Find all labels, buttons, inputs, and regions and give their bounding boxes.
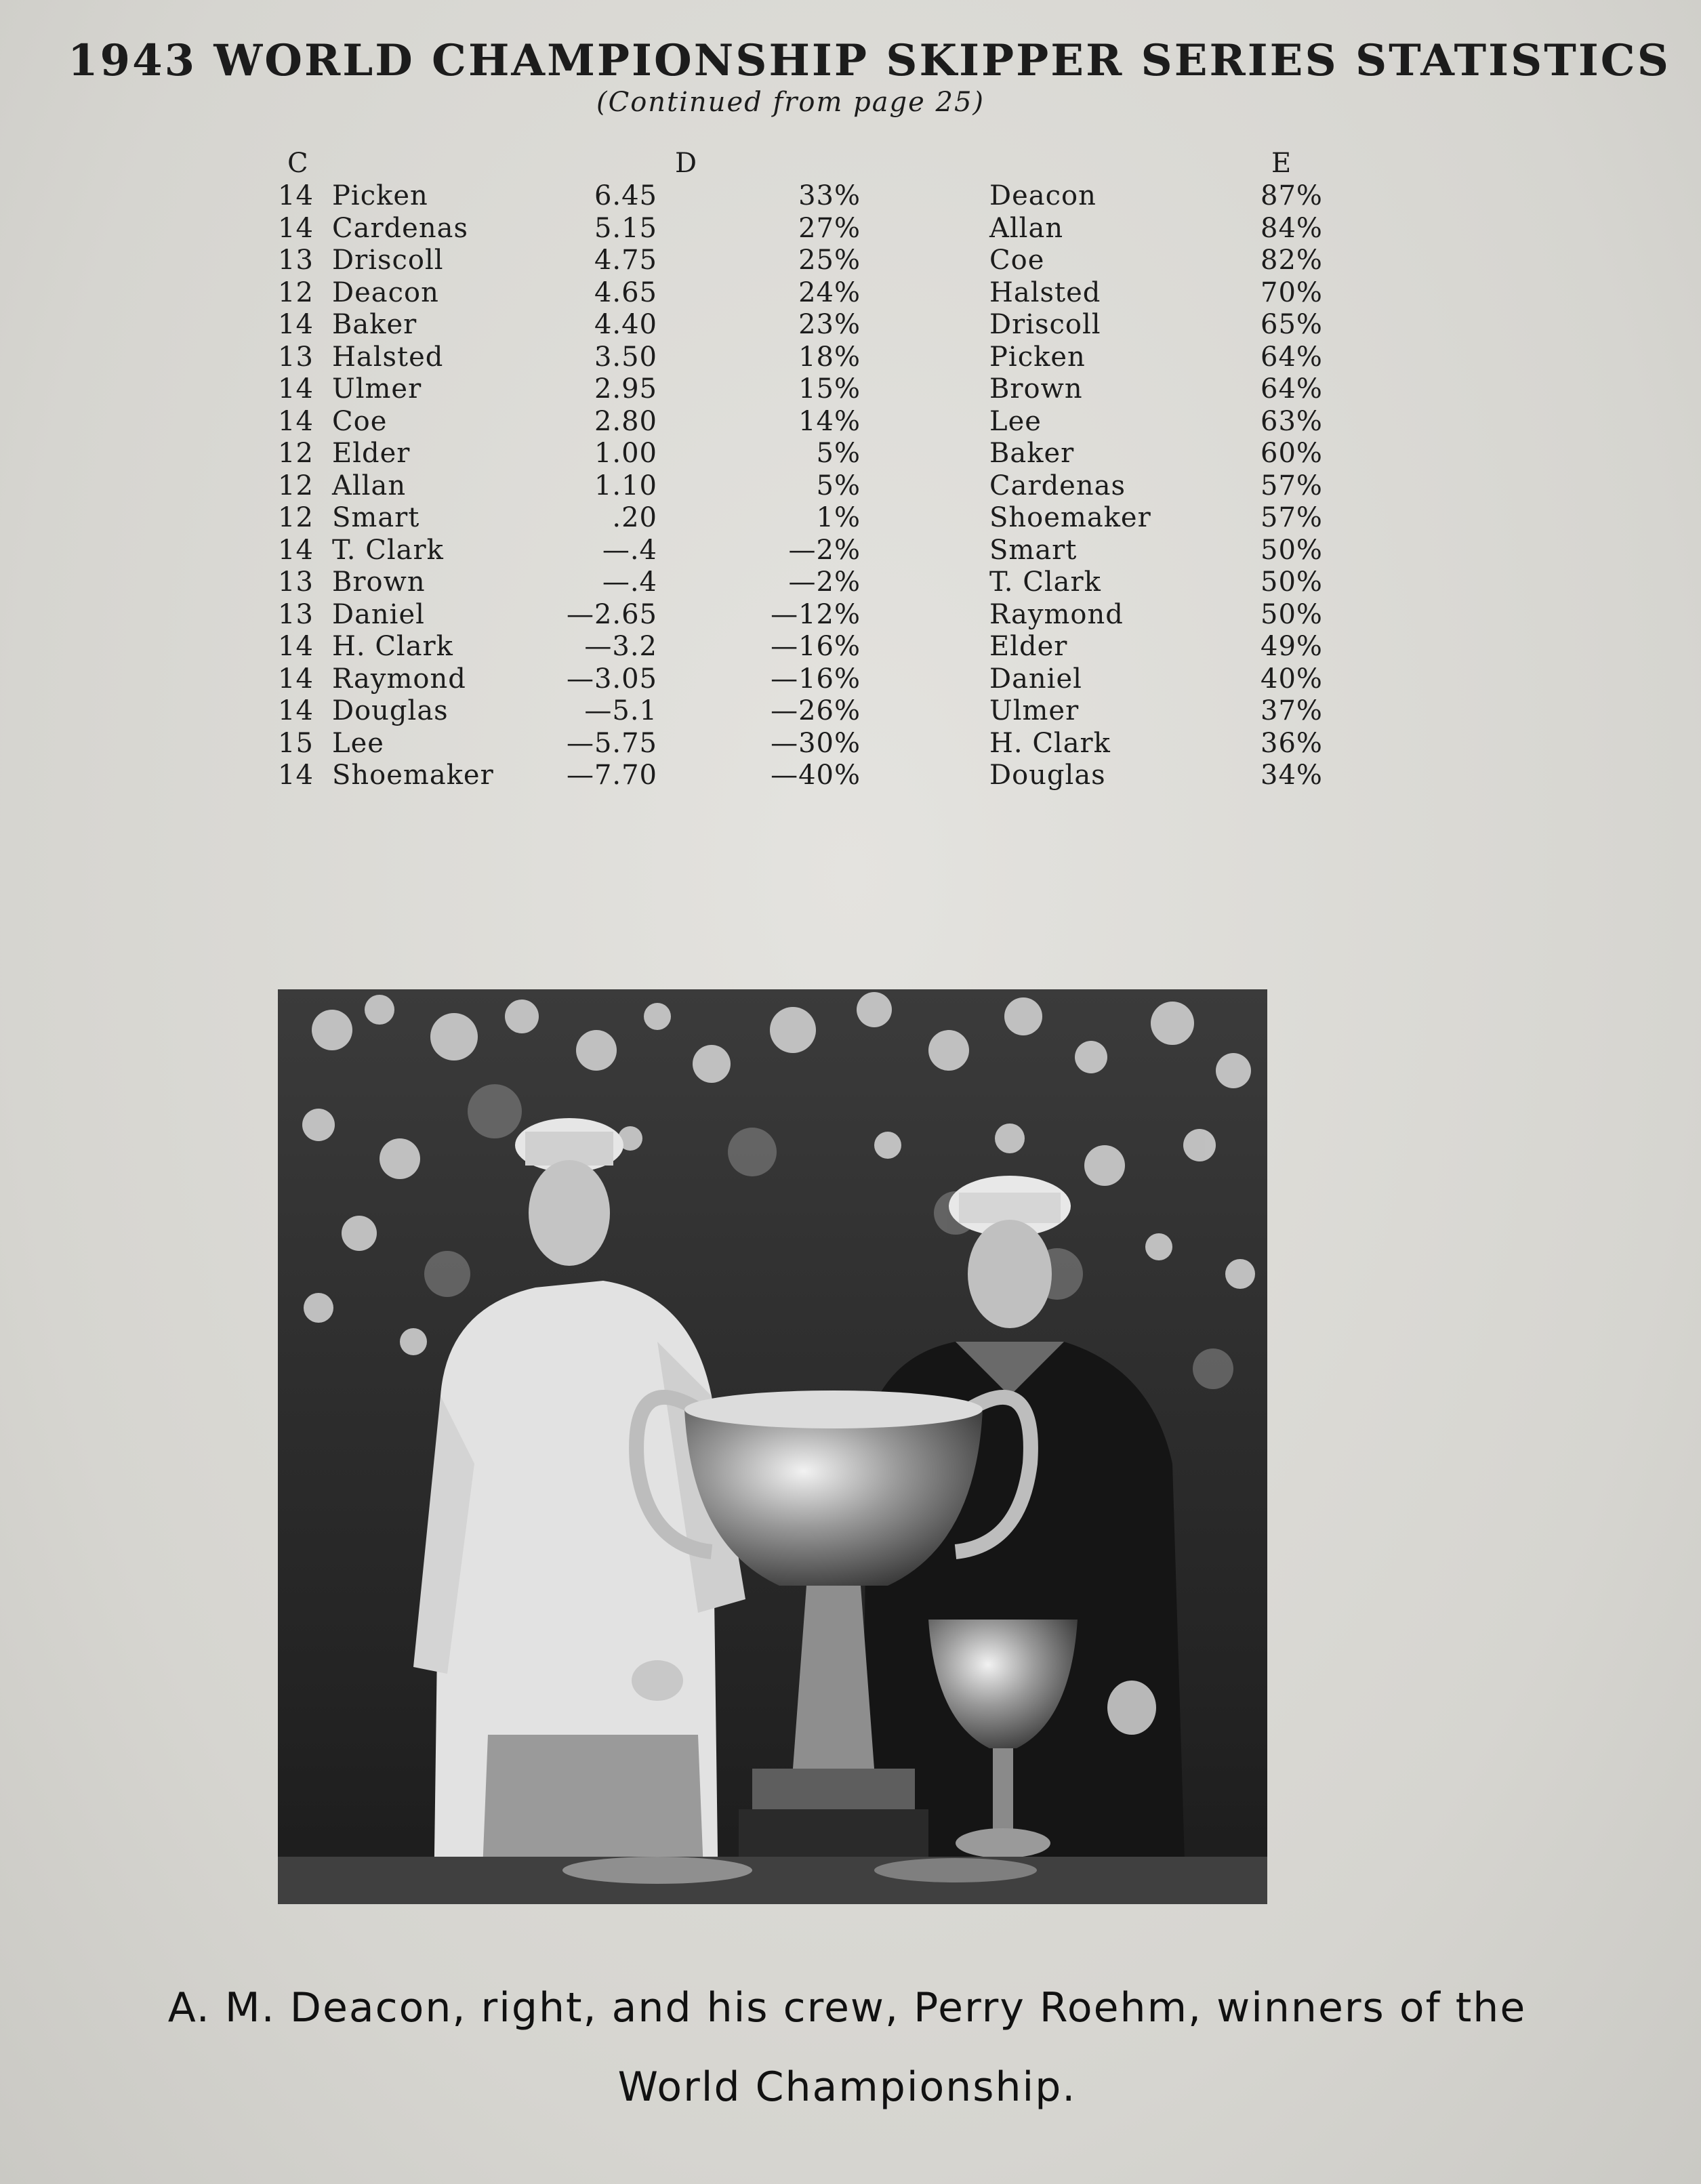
table-row bbox=[0, 631, 1701, 663]
race-count: 13 bbox=[278, 341, 314, 373]
skipper-name: Baker bbox=[332, 309, 417, 340]
winners-photo bbox=[278, 989, 1267, 1904]
skipper-name: Raymond bbox=[332, 663, 466, 695]
table-row bbox=[0, 599, 1701, 632]
skipper-name: H. Clark bbox=[332, 631, 453, 662]
luck-percent: 65% bbox=[1261, 309, 1323, 340]
luck-skipper-name: Cardenas bbox=[989, 470, 1126, 501]
luck-skipper-name: Halsted bbox=[989, 276, 1101, 308]
race-count: 14 bbox=[278, 631, 314, 662]
race-count: 12 bbox=[278, 438, 314, 469]
points-value: 4.65 bbox=[594, 276, 657, 308]
skipper-name: Smart bbox=[332, 502, 420, 533]
race-count: 13 bbox=[278, 566, 314, 598]
points-value: —5.75 bbox=[566, 727, 657, 759]
race-count: 14 bbox=[278, 373, 314, 405]
percent-value: —2% bbox=[788, 534, 861, 566]
table-row bbox=[0, 309, 1701, 342]
luck-percent: 84% bbox=[1261, 212, 1323, 244]
skipper-name: Allan bbox=[332, 470, 407, 501]
luck-skipper-name: Brown bbox=[989, 373, 1083, 405]
skipper-name: Coe bbox=[332, 405, 388, 437]
table-row bbox=[0, 438, 1701, 470]
luck-percent: 63% bbox=[1261, 405, 1323, 437]
percent-value: 18% bbox=[798, 341, 861, 373]
percent-value: 27% bbox=[798, 212, 861, 244]
skipper-name: Daniel bbox=[332, 598, 425, 630]
luck-skipper-name: Douglas bbox=[989, 760, 1106, 791]
race-count: 14 bbox=[278, 309, 314, 340]
luck-percent: 36% bbox=[1261, 727, 1323, 759]
table-row bbox=[0, 470, 1701, 503]
luck-percent: 70% bbox=[1261, 276, 1323, 308]
luck-skipper-name: Smart bbox=[989, 534, 1078, 566]
luck-percent: 57% bbox=[1261, 470, 1323, 501]
luck-skipper-name: Driscoll bbox=[989, 309, 1101, 340]
luck-percent: 82% bbox=[1261, 245, 1323, 276]
race-count: 12 bbox=[278, 502, 314, 533]
race-count: 14 bbox=[278, 212, 314, 244]
race-count: 13 bbox=[278, 598, 314, 630]
points-value: 2.95 bbox=[594, 373, 657, 405]
luck-percent: 64% bbox=[1261, 341, 1323, 373]
percent-value: 5% bbox=[816, 470, 861, 501]
percent-value: 14% bbox=[798, 405, 861, 437]
table-row bbox=[0, 566, 1701, 599]
luck-percent: 57% bbox=[1261, 502, 1323, 533]
table-row bbox=[0, 695, 1701, 728]
points-value: —3.2 bbox=[584, 631, 657, 662]
luck-skipper-name: Picken bbox=[989, 341, 1086, 373]
skipper-name: Elder bbox=[332, 438, 411, 469]
column-header-e: E bbox=[1271, 148, 1292, 179]
luck-skipper-name: Lee bbox=[989, 405, 1042, 437]
skipper-name: Ulmer bbox=[332, 373, 422, 405]
table-row bbox=[0, 373, 1701, 406]
luck-skipper-name: T. Clark bbox=[989, 566, 1101, 598]
luck-skipper-name: Coe bbox=[989, 245, 1045, 276]
race-count: 14 bbox=[278, 695, 314, 726]
skipper-name: Shoemaker bbox=[332, 760, 494, 791]
percent-value: —16% bbox=[771, 631, 861, 662]
column-header-d: D bbox=[675, 148, 697, 179]
luck-percent: 87% bbox=[1261, 180, 1323, 211]
percent-value: 15% bbox=[798, 373, 861, 405]
table-row bbox=[0, 502, 1701, 535]
race-count: 14 bbox=[278, 663, 314, 695]
percent-value: —40% bbox=[771, 760, 861, 791]
luck-percent: 40% bbox=[1261, 663, 1323, 695]
luck-percent: 50% bbox=[1261, 566, 1323, 598]
points-value: 4.75 bbox=[594, 245, 657, 276]
luck-skipper-name: Baker bbox=[989, 438, 1075, 469]
percent-value: —26% bbox=[771, 695, 861, 726]
luck-skipper-name: Daniel bbox=[989, 663, 1082, 695]
race-count: 14 bbox=[278, 405, 314, 437]
race-count: 12 bbox=[278, 276, 314, 308]
skipper-name: Halsted bbox=[332, 341, 444, 373]
skipper-name: T. Clark bbox=[332, 534, 444, 566]
race-count: 15 bbox=[278, 727, 314, 759]
race-count: 14 bbox=[278, 534, 314, 566]
points-value: —.4 bbox=[602, 534, 657, 566]
table-row bbox=[0, 760, 1701, 792]
skipper-name: Driscoll bbox=[332, 245, 444, 276]
race-count: 14 bbox=[278, 760, 314, 791]
table-row bbox=[0, 180, 1701, 213]
luck-skipper-name: H. Clark bbox=[989, 727, 1111, 759]
points-value: .20 bbox=[612, 502, 657, 533]
percent-value: 24% bbox=[798, 276, 861, 308]
percent-value: 23% bbox=[798, 309, 861, 340]
percent-value: 25% bbox=[798, 245, 861, 276]
percent-value: —30% bbox=[771, 727, 861, 759]
photo-caption-line1: A. M. Deacon, right, and his crew, Perry Roehm, winners of the bbox=[167, 1984, 1527, 2032]
points-value: 1.10 bbox=[594, 470, 657, 501]
percent-value: 33% bbox=[798, 180, 861, 211]
points-value: 6.45 bbox=[594, 180, 657, 211]
table-row bbox=[0, 535, 1701, 567]
column-header-c: C bbox=[287, 148, 308, 179]
points-value: —7.70 bbox=[566, 760, 657, 791]
luck-skipper-name: Raymond bbox=[989, 598, 1124, 630]
luck-percent: 37% bbox=[1261, 695, 1323, 726]
luck-percent: 50% bbox=[1261, 598, 1323, 630]
percent-value: —2% bbox=[788, 566, 861, 598]
table-row bbox=[0, 277, 1701, 310]
luck-percent: 60% bbox=[1261, 438, 1323, 469]
points-value: —.4 bbox=[602, 566, 657, 598]
race-count: 12 bbox=[278, 470, 314, 501]
points-value: 2.80 bbox=[594, 405, 657, 437]
skipper-name: Lee bbox=[332, 727, 384, 759]
skipper-name: Picken bbox=[332, 180, 428, 211]
points-value: —5.1 bbox=[584, 695, 657, 726]
photo-illustration bbox=[278, 989, 1267, 1904]
skipper-name: Douglas bbox=[332, 695, 449, 726]
table-row bbox=[0, 728, 1701, 760]
points-value: 3.50 bbox=[594, 341, 657, 373]
points-value: 4.40 bbox=[594, 309, 657, 340]
skipper-name: Brown bbox=[332, 566, 426, 598]
luck-percent: 64% bbox=[1261, 373, 1323, 405]
percent-value: 5% bbox=[816, 438, 861, 469]
points-value: —3.05 bbox=[566, 663, 657, 695]
points-value: 5.15 bbox=[594, 212, 657, 244]
table-row bbox=[0, 213, 1701, 245]
race-count: 13 bbox=[278, 245, 314, 276]
luck-skipper-name: Elder bbox=[989, 631, 1068, 662]
table-row bbox=[0, 342, 1701, 374]
skipper-name: Cardenas bbox=[332, 212, 468, 244]
skipper-name: Deacon bbox=[332, 276, 439, 308]
luck-skipper-name: Deacon bbox=[989, 180, 1097, 211]
luck-skipper-name: Shoemaker bbox=[989, 502, 1151, 533]
photo-caption-line2: World Championship. bbox=[617, 2063, 1077, 2111]
luck-percent: 34% bbox=[1261, 760, 1323, 791]
luck-percent: 50% bbox=[1261, 534, 1323, 566]
table-row bbox=[0, 245, 1701, 277]
luck-percent: 49% bbox=[1261, 631, 1323, 662]
points-value: —2.65 bbox=[566, 598, 657, 630]
table-row bbox=[0, 406, 1701, 438]
table-row bbox=[0, 663, 1701, 696]
percent-value: —16% bbox=[771, 663, 861, 695]
page-subtitle: (Continued from page 25) bbox=[596, 87, 985, 118]
luck-skipper-name: Allan bbox=[989, 212, 1064, 244]
points-value: 1.00 bbox=[594, 438, 657, 469]
luck-skipper-name: Ulmer bbox=[989, 695, 1080, 726]
page-title: 1943 WORLD CHAMPIONSHIP SKIPPER SERIES STATISTICS bbox=[68, 35, 1671, 86]
percent-value: 1% bbox=[816, 502, 861, 533]
percent-value: —12% bbox=[771, 598, 861, 630]
race-count: 14 bbox=[278, 180, 314, 211]
